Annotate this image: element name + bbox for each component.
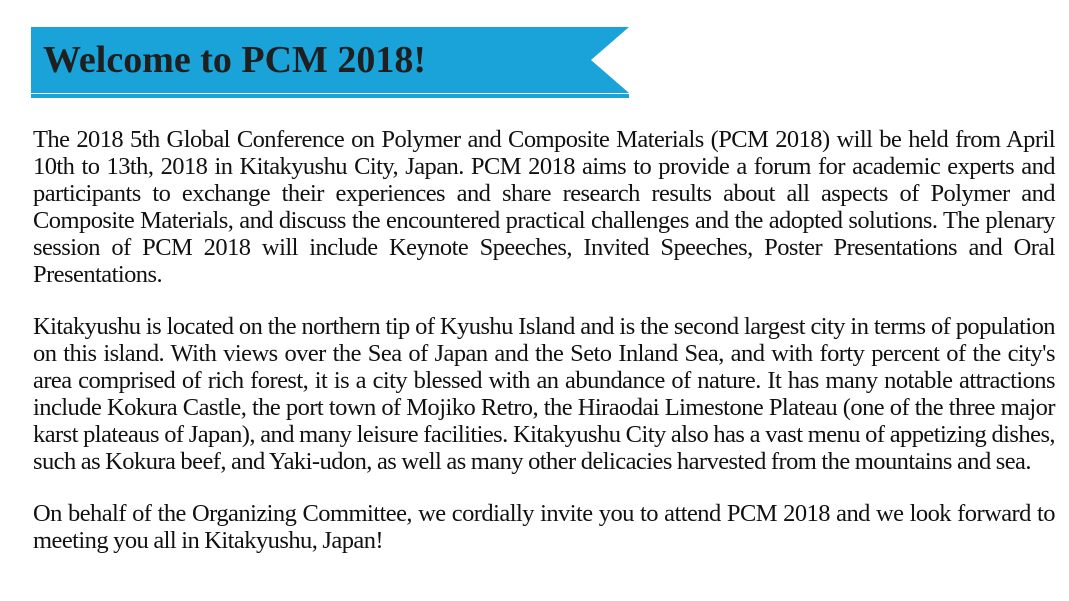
welcome-body xyxy=(33,126,1055,579)
page-title: Welcome to PCM 2018! xyxy=(43,39,427,81)
city-paragraph: Kitakyushu is located on the northern tip of Kyushu Island and is the second largest city in terms of population on this island. With views over the Sea of Japan and the Seto Inland Sea, and with forty percent of the city's area comprised of rich forest, it is a city blessed with an abundance of nature. It has many notable attractions include Kokura Castle, the port town of Mojiko Retro, the Hiraodai Limestone Plateau (one of the three major karst plateaus of Japan), and many leisure facilities. Kitakyushu City also has a vast menu of appetizing dishes, such as Kokura beef, and Yaki-udon, as well as many other delicacies harvested from the mountains and sea. xyxy=(33,313,1055,475)
welcome-banner xyxy=(31,27,629,99)
ribbon-underline xyxy=(31,94,629,98)
intro-paragraph: The 2018 5th Global Conference on Polymer and Composite Materials (PCM 2018) will be held from April 10th to 13th, 2018 in Kitakyushu City, Japan. PCM 2018 aims to provide a forum for academic experts and participants to exchange their experiences and share research results about all aspects of Polymer and Composite Materials, and discuss the encountered practical challenges and the adopted solutions. The plenary session of PCM 2018 will include Keynote Speeches, Invited Speeches, Poster Presentations and Oral Presentations. xyxy=(33,126,1055,288)
invitation-paragraph: On behalf of the Organizing Committee, we cordially invite you to attend PCM 2018 and we look forward to meeting you all in Kitakyushu, Japan! xyxy=(33,500,1055,554)
